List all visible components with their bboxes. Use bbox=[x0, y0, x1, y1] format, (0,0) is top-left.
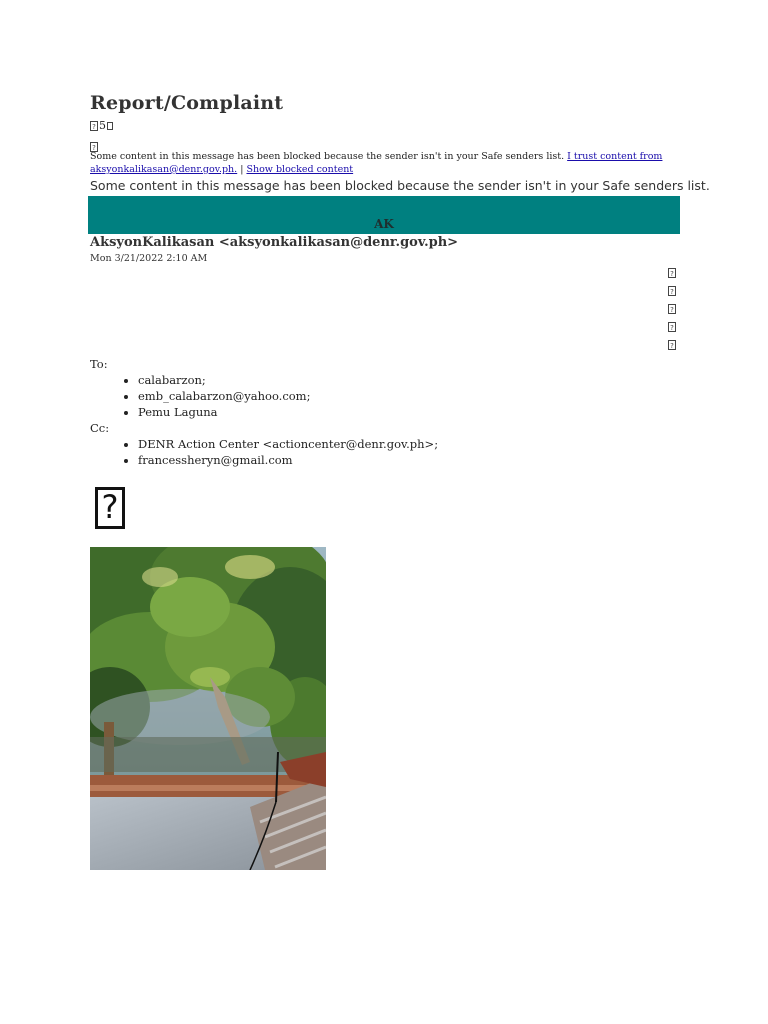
photo-trees-roof bbox=[90, 547, 326, 870]
to-recipients bbox=[118, 372, 310, 420]
blocked-notice-text: Some content in this message has been blocked because the sender isn't in your Safe senders list. bbox=[90, 151, 565, 162]
missing-glyph-icon[interactable]: ? bbox=[90, 142, 98, 152]
recipient[interactable]: • DENR Action Center <actioncenter@denr.gov.ph>; bbox=[138, 436, 438, 452]
sender-initials: AK bbox=[374, 217, 394, 231]
sender-name[interactable]: AksyonKalikasan <aksyonkalikasan@denr.gov.ph> bbox=[90, 235, 459, 250]
missing-glyph-icon bbox=[107, 122, 113, 130]
show-blocked-content-link[interactable]: Show blocked content bbox=[246, 164, 354, 175]
missing-glyph-icon[interactable]: ? bbox=[668, 268, 676, 278]
recipient[interactable]: • Pemu Laguna bbox=[138, 404, 310, 420]
missing-glyph-icon: ? bbox=[90, 121, 98, 131]
blocked-content-bar bbox=[90, 150, 670, 176]
missing-glyph-icon[interactable]: ? bbox=[668, 304, 676, 314]
blocked-notice-large: Some content in this message has been blocked because the sender isn't in your Safe senders list. bbox=[90, 178, 710, 193]
cc-label: Cc: bbox=[90, 421, 110, 435]
missing-glyph-icon[interactable]: ? bbox=[668, 340, 676, 350]
link-separator: | bbox=[237, 164, 247, 175]
sent-date: Mon 3/21/2022 2:10 AM bbox=[90, 253, 208, 264]
trust-sender-link[interactable]: I trust content from aksyonkalikasan@denr.gov.ph. bbox=[90, 151, 663, 175]
sender-banner bbox=[88, 196, 680, 234]
missing-glyph-icon[interactable]: ? bbox=[668, 286, 676, 296]
broken-image-icon: ? bbox=[95, 487, 125, 529]
action-icons bbox=[668, 268, 680, 358]
to-label: To: bbox=[90, 357, 108, 371]
attachment-count: 5 bbox=[99, 119, 106, 132]
attached-photo[interactable] bbox=[90, 547, 326, 870]
cc-recipients bbox=[118, 436, 438, 468]
email-subject: Report/Complaint bbox=[90, 92, 284, 114]
recipient[interactable]: • emb_calabarzon@yahoo.com; bbox=[138, 388, 310, 404]
subject-toolbar bbox=[90, 119, 113, 132]
missing-glyph-icon[interactable]: ? bbox=[668, 322, 676, 332]
recipient[interactable]: • francessheryn@gmail.com bbox=[138, 452, 438, 468]
recipient[interactable]: • calabarzon; bbox=[138, 372, 310, 388]
